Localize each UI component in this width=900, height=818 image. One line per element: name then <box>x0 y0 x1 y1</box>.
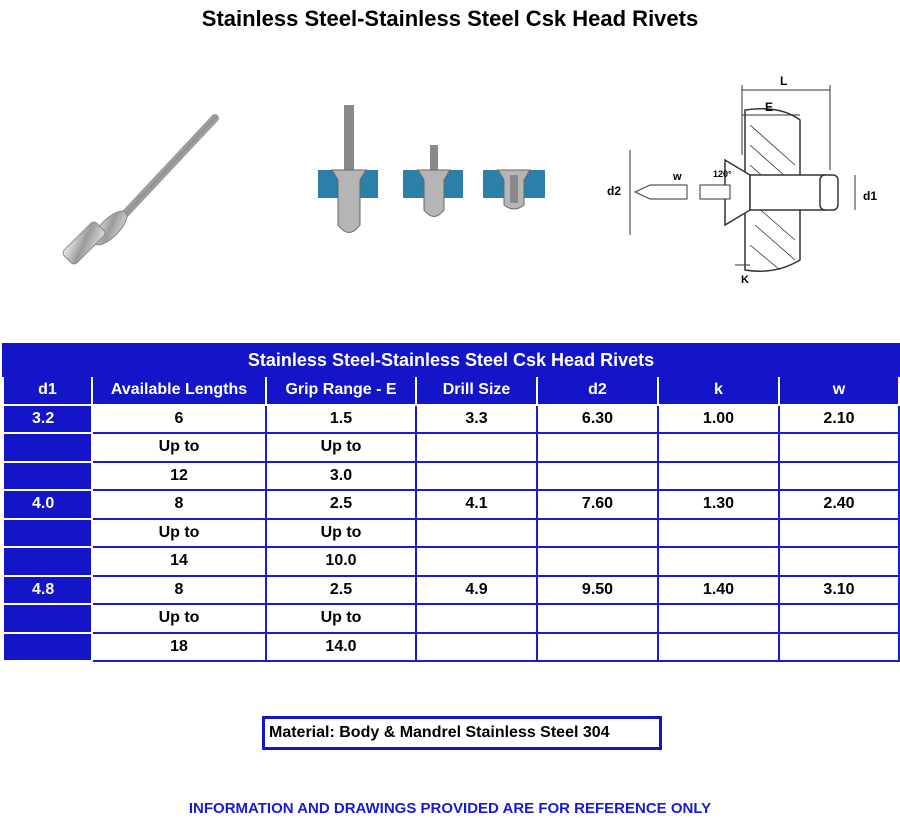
label-E: E <box>765 100 774 114</box>
disclaimer-footer: INFORMATION AND DRAWINGS PROVIDED ARE FOR REFERENCE ONLY <box>188 800 712 817</box>
label-w: w <box>673 171 682 183</box>
table-row <box>3 519 899 548</box>
figures-area <box>0 60 900 300</box>
grip-cell: 2.5 <box>266 490 416 519</box>
k-cell: 1.00 <box>658 405 779 434</box>
d2-cell: 7.60 <box>537 490 658 519</box>
dimension-diagram <box>605 65 895 290</box>
table-row <box>3 462 899 491</box>
d1-cell-empty <box>3 433 92 462</box>
w-cell: 2.40 <box>779 490 899 519</box>
grip-cell: 10.0 <box>266 547 416 576</box>
table-title: Stainless Steel-Stainless Steel Csk Head Rivets <box>3 344 899 376</box>
table-row <box>3 633 899 662</box>
grip-cell: 2.5 <box>266 576 416 605</box>
length-cell: Up to <box>92 519 266 548</box>
grip-cell: Up to <box>266 433 416 462</box>
grip-cell: Up to <box>266 519 416 548</box>
label-d1: d1 <box>863 189 878 203</box>
k-cell: 1.40 <box>658 576 779 605</box>
drill-cell: 4.1 <box>416 490 537 519</box>
page-title: Stainless Steel-Stainless Steel Csk Head Rivets <box>201 6 699 31</box>
length-cell: 8 <box>92 576 266 605</box>
d1-cell-empty <box>3 547 92 576</box>
label-d2: d2 <box>607 184 622 198</box>
length-cell: Up to <box>92 604 266 633</box>
col-header: d2 <box>537 376 658 405</box>
col-header: w <box>779 376 899 405</box>
d1-cell: 3.2 <box>3 405 92 434</box>
d1-cell-empty <box>3 462 92 491</box>
grip-cell: 3.0 <box>266 462 416 491</box>
grip-cell: 14.0 <box>266 633 416 662</box>
w-cell: 3.10 <box>779 576 899 605</box>
drill-cell: 3.3 <box>416 405 537 434</box>
d1-cell-empty <box>3 519 92 548</box>
grip-cell: 1.5 <box>266 405 416 434</box>
table-row <box>3 547 899 576</box>
drill-cell: 4.9 <box>416 576 537 605</box>
d1-cell: 4.8 <box>3 576 92 605</box>
length-cell: Up to <box>92 433 266 462</box>
table-row <box>3 490 899 519</box>
installation-sequence <box>318 105 563 245</box>
col-header: Grip Range - E <box>266 376 416 405</box>
col-header: Drill Size <box>416 376 537 405</box>
grip-cell: Up to <box>266 604 416 633</box>
table-header-row <box>3 376 899 405</box>
length-cell: 6 <box>92 405 266 434</box>
table-row <box>3 433 899 462</box>
label-L: L <box>780 74 788 88</box>
label-angle: 120° <box>713 169 732 179</box>
material-note: Material: Body & Mandrel Stainless Steel 304 <box>262 716 662 750</box>
col-header: d1 <box>3 376 92 405</box>
length-cell: 8 <box>92 490 266 519</box>
rivet-photo <box>55 110 230 270</box>
length-cell: 14 <box>92 547 266 576</box>
d2-cell: 9.50 <box>537 576 658 605</box>
table-row <box>3 576 899 605</box>
spec-table <box>2 343 900 662</box>
length-cell: 18 <box>92 633 266 662</box>
k-cell: 1.30 <box>658 490 779 519</box>
d2-cell: 6.30 <box>537 405 658 434</box>
length-cell: 12 <box>92 462 266 491</box>
d1-cell: 4.0 <box>3 490 92 519</box>
d1-cell-empty <box>3 633 92 662</box>
w-cell: 2.10 <box>779 405 899 434</box>
table-row <box>3 405 899 434</box>
col-header: Available Lengths <box>92 376 266 405</box>
col-header: k <box>658 376 779 405</box>
label-K: K <box>741 274 749 286</box>
table-row <box>3 604 899 633</box>
d1-cell-empty <box>3 604 92 633</box>
